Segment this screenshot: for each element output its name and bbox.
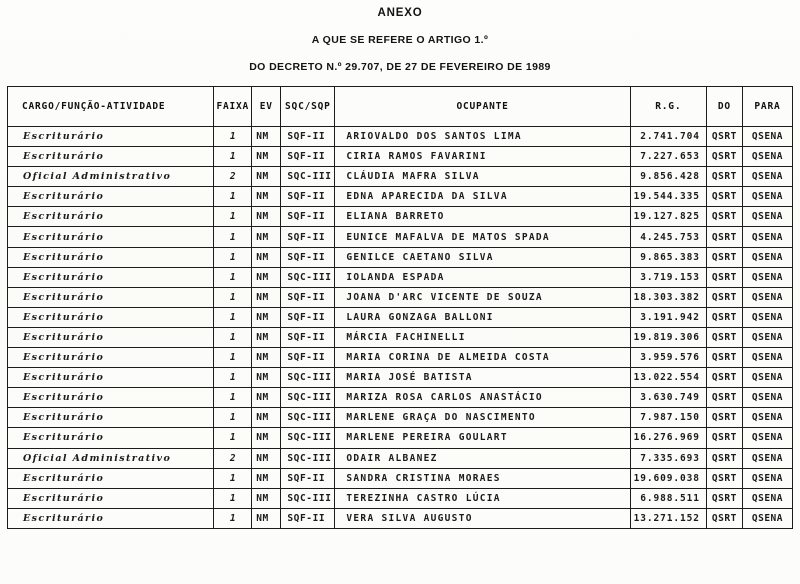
do-cell: QSRT xyxy=(706,307,742,327)
rg-cell: 2.741.704 xyxy=(630,127,706,147)
cargo-cell: Escriturário xyxy=(8,488,214,508)
faixa-cell: 1 xyxy=(214,468,252,488)
ocupante-cell: MARIZA ROSA CARLOS ANASTÁCIO xyxy=(335,388,630,408)
ev-cell: NM xyxy=(252,207,281,227)
table-header xyxy=(8,87,793,127)
cargo-cell: Escriturário xyxy=(8,187,214,207)
ocupante-cell: MARLENE PEREIRA GOULART xyxy=(335,428,630,448)
do-cell: QSRT xyxy=(706,247,742,267)
cargo-cell: Escriturário xyxy=(8,368,214,388)
rg-cell: 7.335.693 xyxy=(630,448,706,468)
ev-cell: NM xyxy=(252,147,281,167)
para-cell: QSENA xyxy=(742,368,792,388)
cargo-cell: Escriturário xyxy=(8,147,214,167)
sqc-sqp-cell: SQC-III xyxy=(281,267,335,287)
sqc-sqp-cell: SQF-II xyxy=(281,307,335,327)
sqc-sqp-cell: SQF-II xyxy=(281,287,335,307)
ev-cell: NM xyxy=(252,428,281,448)
sqc-sqp-cell: SQF-II xyxy=(281,348,335,368)
ocupante-cell: MARIA JOSÉ BATISTA xyxy=(335,368,630,388)
table-row xyxy=(8,448,793,468)
table-header-row xyxy=(8,87,793,127)
ev-cell: NM xyxy=(252,247,281,267)
rg-cell: 4.245.753 xyxy=(630,227,706,247)
ocupante-cell: MARIA CORINA DE ALMEIDA COSTA xyxy=(335,348,630,368)
table-row xyxy=(8,388,793,408)
sqc-sqp-cell: SQF-II xyxy=(281,508,335,528)
rg-cell: 7.227.653 xyxy=(630,147,706,167)
sqc-sqp-cell: SQC-III xyxy=(281,408,335,428)
para-cell: QSENA xyxy=(742,468,792,488)
ocupante-cell: VERA SILVA AUGUSTO xyxy=(335,508,630,528)
sqc-sqp-cell: SQF-II xyxy=(281,327,335,347)
table-row xyxy=(8,287,793,307)
para-cell: QSENA xyxy=(742,247,792,267)
do-cell: QSRT xyxy=(706,167,742,187)
ev-cell: NM xyxy=(252,287,281,307)
para-cell: QSENA xyxy=(742,448,792,468)
do-cell: QSRT xyxy=(706,448,742,468)
faixa-cell: 1 xyxy=(214,388,252,408)
para-cell: QSENA xyxy=(742,127,792,147)
cargo-cell: Oficial Administrativo xyxy=(8,448,214,468)
do-cell: QSRT xyxy=(706,468,742,488)
faixa-cell: 1 xyxy=(214,488,252,508)
ocupante-cell: JOANA D'ARC VICENTE DE SOUZA xyxy=(335,287,630,307)
para-cell: QSENA xyxy=(742,508,792,528)
column-header-ocupante: OCUPANTE xyxy=(335,87,630,127)
para-cell: QSENA xyxy=(742,287,792,307)
ocupante-cell: ODAIR ALBANEZ xyxy=(335,448,630,468)
faixa-cell: 1 xyxy=(214,267,252,287)
column-header-faixa: FAIXA xyxy=(214,87,252,127)
do-cell: QSRT xyxy=(706,488,742,508)
rg-cell: 13.022.554 xyxy=(630,368,706,388)
column-header-para: PARA xyxy=(742,87,792,127)
table-row xyxy=(8,488,793,508)
do-cell: QSRT xyxy=(706,127,742,147)
ev-cell: NM xyxy=(252,327,281,347)
faixa-cell: 1 xyxy=(214,287,252,307)
do-cell: QSRT xyxy=(706,408,742,428)
ocupante-cell: GENILCE CAETANO SILVA xyxy=(335,247,630,267)
sqc-sqp-cell: SQF-II xyxy=(281,207,335,227)
ev-cell: NM xyxy=(252,307,281,327)
ev-cell: NM xyxy=(252,488,281,508)
faixa-cell: 1 xyxy=(214,428,252,448)
rg-cell: 3.719.153 xyxy=(630,267,706,287)
ocupante-cell: CIRIA RAMOS FAVARINI xyxy=(335,147,630,167)
cargo-cell: Escriturário xyxy=(8,287,214,307)
document-title: ANEXO xyxy=(377,7,423,19)
faixa-cell: 1 xyxy=(214,327,252,347)
table-row xyxy=(8,327,793,347)
sqc-sqp-cell: SQF-II xyxy=(281,147,335,167)
ocupante-cell: CLÁUDIA MAFRA SILVA xyxy=(335,167,630,187)
sqc-sqp-cell: SQF-II xyxy=(281,127,335,147)
rg-cell: 19.127.825 xyxy=(630,207,706,227)
rg-cell: 3.630.749 xyxy=(630,388,706,408)
rg-cell: 19.609.038 xyxy=(630,468,706,488)
ev-cell: NM xyxy=(252,508,281,528)
ev-cell: NM xyxy=(252,388,281,408)
rg-cell: 13.271.152 xyxy=(630,508,706,528)
cargo-cell: Escriturário xyxy=(8,348,214,368)
table-row xyxy=(8,127,793,147)
sqc-sqp-cell: SQC-III xyxy=(281,488,335,508)
table-row xyxy=(8,147,793,167)
sqc-sqp-cell: SQF-II xyxy=(281,468,335,488)
ev-cell: NM xyxy=(252,448,281,468)
ev-cell: NM xyxy=(252,368,281,388)
rg-cell: 9.865.383 xyxy=(630,247,706,267)
document-subtitle-2: DO DECRETO N.º 29.707, DE 27 DE FEVEREIRO DE 1989 xyxy=(249,61,551,73)
ocupante-cell: EUNICE MAFALVA DE MATOS SPADA xyxy=(335,227,630,247)
para-cell: QSENA xyxy=(742,327,792,347)
cargo-cell: Escriturário xyxy=(8,468,214,488)
column-header-cargo: CARGO/FUNÇÃO-ATIVIDADE xyxy=(8,87,214,127)
ev-cell: NM xyxy=(252,468,281,488)
sqc-sqp-cell: SQF-II xyxy=(281,247,335,267)
cargo-cell: Escriturário xyxy=(8,327,214,347)
do-cell: QSRT xyxy=(706,428,742,448)
cargo-cell: Escriturário xyxy=(8,307,214,327)
cargo-cell: Escriturário xyxy=(8,388,214,408)
do-cell: QSRT xyxy=(706,388,742,408)
document-subtitle-1: A QUE SE REFERE O ARTIGO 1.º xyxy=(311,34,489,46)
faixa-cell: 2 xyxy=(214,167,252,187)
table-row xyxy=(8,167,793,187)
ev-cell: NM xyxy=(252,348,281,368)
faixa-cell: 1 xyxy=(214,508,252,528)
ev-cell: NM xyxy=(252,187,281,207)
do-cell: QSRT xyxy=(706,267,742,287)
column-header-do: DO xyxy=(706,87,742,127)
table-row xyxy=(8,508,793,528)
rg-cell: 3.191.942 xyxy=(630,307,706,327)
do-cell: QSRT xyxy=(706,508,742,528)
ocupante-cell: IOLANDA ESPADA xyxy=(335,267,630,287)
do-cell: QSRT xyxy=(706,187,742,207)
para-cell: QSENA xyxy=(742,307,792,327)
sqc-sqp-cell: SQC-III xyxy=(281,368,335,388)
table-row xyxy=(8,247,793,267)
ocupante-cell: MARLENE GRAÇA DO NASCIMENTO xyxy=(335,408,630,428)
ev-cell: NM xyxy=(252,408,281,428)
para-cell: QSENA xyxy=(742,267,792,287)
sqc-sqp-cell: SQC-III xyxy=(281,167,335,187)
annex-table xyxy=(7,86,793,529)
rg-cell: 19.544.335 xyxy=(630,187,706,207)
table-row xyxy=(8,207,793,227)
faixa-cell: 1 xyxy=(214,227,252,247)
cargo-cell: Oficial Administrativo xyxy=(8,167,214,187)
cargo-cell: Escriturário xyxy=(8,508,214,528)
rg-cell: 9.856.428 xyxy=(630,167,706,187)
do-cell: QSRT xyxy=(706,368,742,388)
do-cell: QSRT xyxy=(706,147,742,167)
rg-cell: 18.303.382 xyxy=(630,287,706,307)
rg-cell: 16.276.969 xyxy=(630,428,706,448)
column-header-ev: EV xyxy=(252,87,281,127)
sqc-sqp-cell: SQC-III xyxy=(281,388,335,408)
faixa-cell: 1 xyxy=(214,368,252,388)
ocupante-cell: LAURA GONZAGA BALLONI xyxy=(335,307,630,327)
table-body xyxy=(8,127,793,529)
do-cell: QSRT xyxy=(706,327,742,347)
faixa-cell: 1 xyxy=(214,127,252,147)
do-cell: QSRT xyxy=(706,227,742,247)
rg-cell: 6.988.511 xyxy=(630,488,706,508)
rg-cell: 19.819.306 xyxy=(630,327,706,347)
sqc-sqp-cell: SQC-III xyxy=(281,448,335,468)
table-row xyxy=(8,307,793,327)
cargo-cell: Escriturário xyxy=(8,428,214,448)
table-row xyxy=(8,187,793,207)
table-row xyxy=(8,428,793,448)
ev-cell: NM xyxy=(252,227,281,247)
table-row xyxy=(8,348,793,368)
para-cell: QSENA xyxy=(742,167,792,187)
ocupante-cell: MÁRCIA FACHINELLI xyxy=(335,327,630,347)
para-cell: QSENA xyxy=(742,488,792,508)
sqc-sqp-cell: SQF-II xyxy=(281,187,335,207)
table-row xyxy=(8,227,793,247)
para-cell: QSENA xyxy=(742,147,792,167)
ocupante-cell: SANDRA CRISTINA MORAES xyxy=(335,468,630,488)
para-cell: QSENA xyxy=(742,408,792,428)
cargo-cell: Escriturário xyxy=(8,247,214,267)
ocupante-cell: ARIOVALDO DOS SANTOS LIMA xyxy=(335,127,630,147)
cargo-cell: Escriturário xyxy=(8,127,214,147)
para-cell: QSENA xyxy=(742,388,792,408)
cargo-cell: Escriturário xyxy=(8,207,214,227)
rg-cell: 7.987.150 xyxy=(630,408,706,428)
cargo-cell: Escriturário xyxy=(8,408,214,428)
ev-cell: NM xyxy=(252,167,281,187)
ocupante-cell: EDNA APARECIDA DA SILVA xyxy=(335,187,630,207)
table-row xyxy=(8,408,793,428)
para-cell: QSENA xyxy=(742,187,792,207)
para-cell: QSENA xyxy=(742,428,792,448)
ocupante-cell: TEREZINHA CASTRO LÚCIA xyxy=(335,488,630,508)
faixa-cell: 1 xyxy=(214,207,252,227)
column-header-rg: R.G. xyxy=(630,87,706,127)
sqc-sqp-cell: SQC-III xyxy=(281,428,335,448)
cargo-cell: Escriturário xyxy=(8,267,214,287)
do-cell: QSRT xyxy=(706,207,742,227)
ev-cell: NM xyxy=(252,267,281,287)
rg-cell: 3.959.576 xyxy=(630,348,706,368)
do-cell: QSRT xyxy=(706,348,742,368)
do-cell: QSRT xyxy=(706,287,742,307)
faixa-cell: 1 xyxy=(214,187,252,207)
faixa-cell: 1 xyxy=(214,408,252,428)
sqc-sqp-cell: SQF-II xyxy=(281,227,335,247)
table-row xyxy=(8,468,793,488)
ev-cell: NM xyxy=(252,127,281,147)
faixa-cell: 1 xyxy=(214,348,252,368)
faixa-cell: 1 xyxy=(214,147,252,167)
para-cell: QSENA xyxy=(742,227,792,247)
para-cell: QSENA xyxy=(742,207,792,227)
table-row xyxy=(8,368,793,388)
table-row xyxy=(8,267,793,287)
document-header xyxy=(0,0,800,73)
column-header-sqc-sqp: SQC/SQP xyxy=(281,87,335,127)
faixa-cell: 1 xyxy=(214,247,252,267)
cargo-cell: Escriturário xyxy=(8,227,214,247)
faixa-cell: 1 xyxy=(214,307,252,327)
ocupante-cell: ELIANA BARRETO xyxy=(335,207,630,227)
faixa-cell: 2 xyxy=(214,448,252,468)
para-cell: QSENA xyxy=(742,348,792,368)
